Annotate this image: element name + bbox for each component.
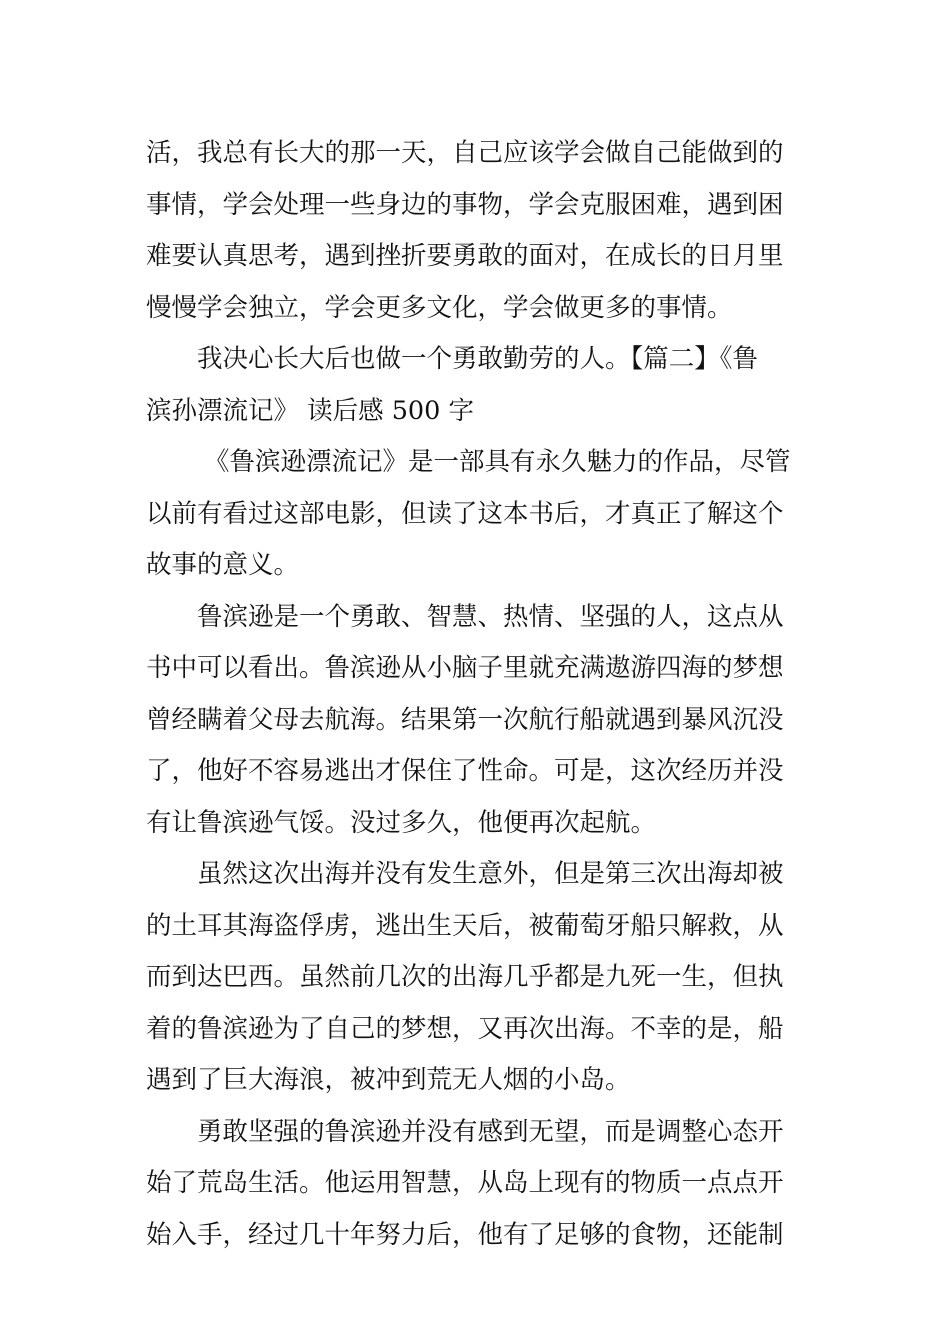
text-line: 而到达巴西。虽然前几次的出海几乎都是九死一生，但执: [146, 962, 784, 992]
text-line: 始了荒岛生活。他运用智慧，从岛上现有的物质一点点开: [146, 1168, 784, 1198]
text-line: 虽然这次出海并没有发生意外，但是第三次出海却被: [197, 859, 784, 889]
text-line: 我决心长大后也做一个勇敢勤劳的人。【篇二】《鲁: [197, 344, 759, 374]
text-line: 难要认真思考，遇到挫折要勇敢的面对，在成长的日月里: [146, 241, 784, 271]
text-line: 了，他好不容易逃出才保住了性命。可是，这次经历并没: [146, 756, 784, 786]
text-line: 《鲁滨逊漂流记》是一部具有永久魅力的作品，尽管: [204, 447, 791, 477]
text-line: 事情，学会处理一些身边的事物，学会克服困难，遇到困: [146, 189, 784, 220]
text-line: 书中可以看出。鲁滨逊从小脑子里就充满遨游四海的梦想: [146, 653, 784, 683]
text-line: 活，我总有长大的那一天，自己应该学会做自己能做到的: [146, 138, 784, 168]
text-line: 慢慢学会独立，学会更多文化，学会做更多的事情。: [146, 292, 733, 323]
text-line: 滨孙漂流记》 读后感 500 字: [146, 395, 474, 426]
text-line: 鲁滨逊是一个勇敢、智慧、热情、坚强的人，这点从: [197, 601, 784, 632]
text-line: 的土耳其海盗俘虏，逃出生天后，被葡萄牙船只解救，从: [146, 910, 784, 941]
text-line: 始入手，经过几十年努力后，他有了足够的食物，还能制: [146, 1219, 784, 1250]
text-line: 故事的意义。: [146, 550, 300, 580]
text-line: 勇敢坚强的鲁滨逊并没有感到无望，而是调整心态开: [197, 1116, 784, 1147]
document-page: [146, 128, 810, 1261]
text-line: 以前有看过这部电影，但读了这本书后，才真正了解这个: [146, 498, 784, 529]
text-line: 遇到了巨大海浪，被冲到荒无人烟的小岛。: [146, 1065, 631, 1095]
text-line: 曾经瞒着父母去航海。结果第一次航行船就遇到暴风沉没: [146, 704, 784, 735]
text-line: 着的鲁滨逊为了自己的梦想，又再次出海。不幸的是，船: [146, 1013, 784, 1044]
text-line: 有让鲁滨逊气馁。没过多久，他便再次起航。: [146, 807, 657, 838]
